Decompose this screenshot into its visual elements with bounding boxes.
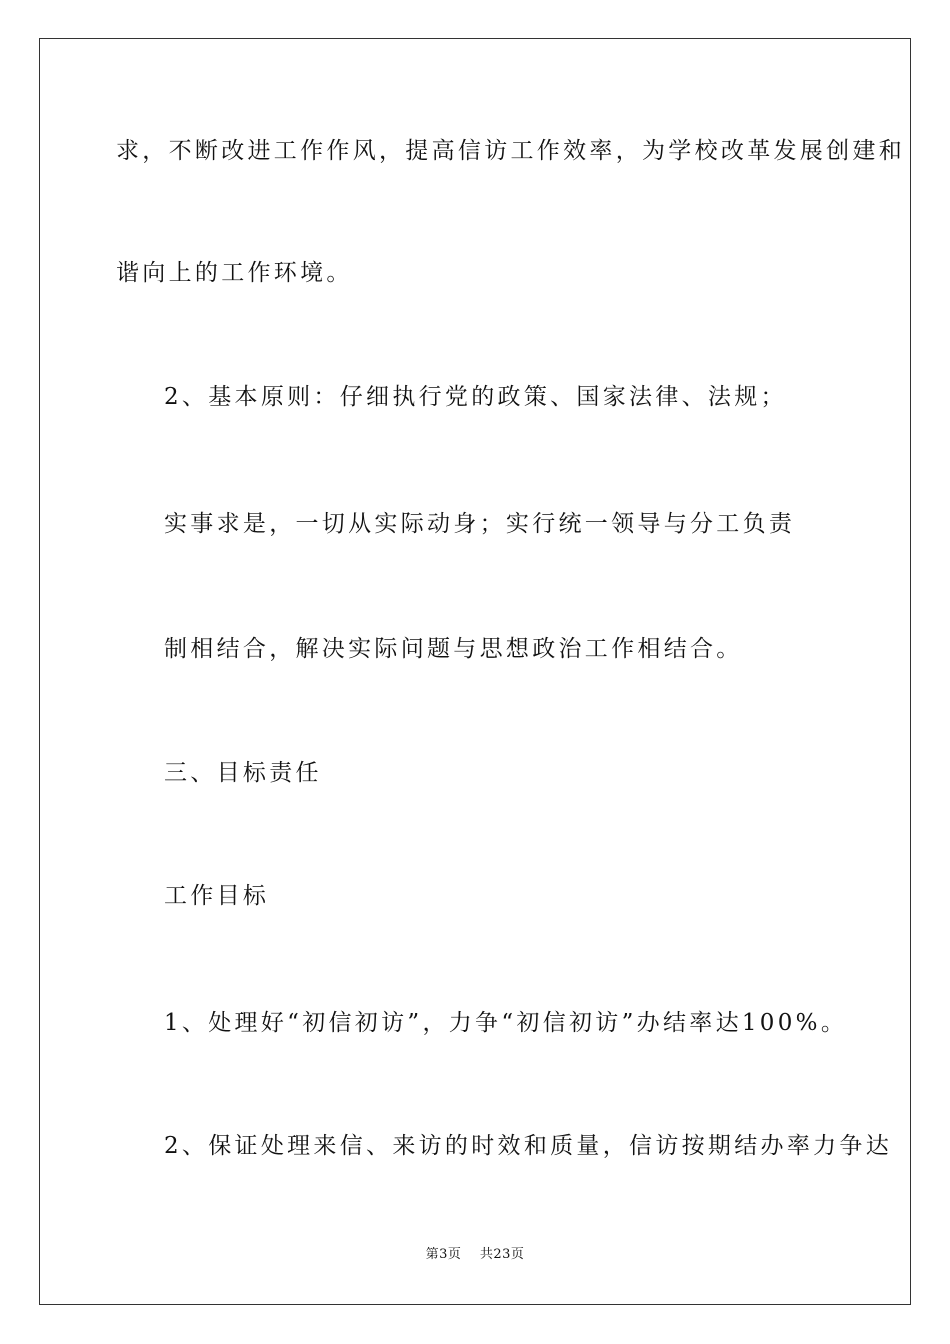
body-text-line-2: 谐向上的工作环境。 xyxy=(116,260,353,286)
page-border xyxy=(39,38,911,1305)
body-text-line-8: 1、处理好“初信初访”，力争“初信初访”办结率达100%。 xyxy=(164,1010,848,1036)
body-text-line-1: 求，不断改进工作作风，提高信访工作效率，为学校改革发展创建和 xyxy=(116,138,905,164)
section-heading: 三、目标责任 xyxy=(164,760,322,786)
body-text-line-4: 实事求是，一切从实际动身；实行统一领导与分工负责 xyxy=(164,511,796,537)
body-text-line-5: 制相结合，解决实际问题与思想政治工作相结合。 xyxy=(164,636,743,662)
body-text-line-9: 2、保证处理来信、来访的时效和质量，信访按期结办率力争达 xyxy=(164,1133,893,1159)
page-number-footer: 第3页 共23页 xyxy=(425,1247,525,1262)
subsection-heading: 工作目标 xyxy=(164,883,270,909)
body-text-line-3: 2、基本原则：仔细执行党的政策、国家法律、法规； xyxy=(164,384,787,410)
